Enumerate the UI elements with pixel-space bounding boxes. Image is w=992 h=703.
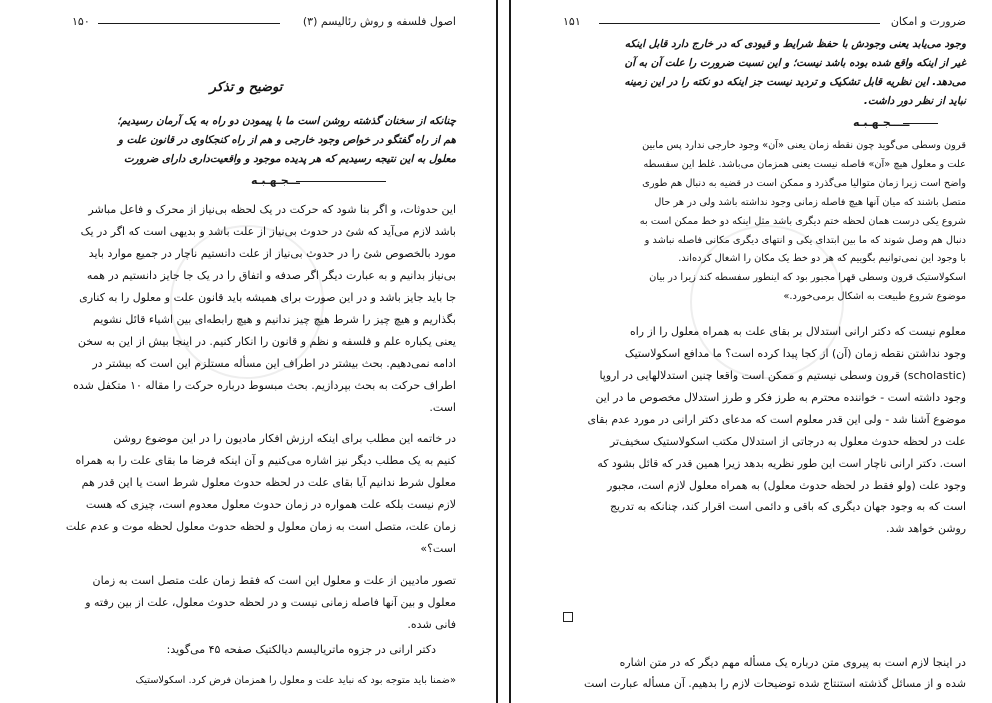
footnote-line: با وجود این نمی‌توانیم بگوییم که هر دو خط یک مکان را اشغال کرده‌اند. bbox=[678, 253, 966, 265]
text-line: هم از راه گفتگو در خواص وجود خارجی و هم از راه کنجکاوی در قانون علت و bbox=[117, 134, 456, 146]
text-line: در اینجا لازم است به پیروی متن درباره یک مسأله مهم دیگر که در متن اشاره bbox=[619, 656, 966, 669]
text-line: یعنی یکباره علم و فلسفه و نظم و قانون را انکار کنیم. در اینجا بیش از این به سخن bbox=[77, 335, 456, 348]
right-footnote-block bbox=[563, 137, 966, 307]
text-line: در خاتمه این مطلب برای اینکه ارزش افکار مادیون را در این موضوع روشن bbox=[113, 432, 456, 445]
left-paragraph-2 bbox=[36, 428, 456, 560]
footnote-line: اسکولاستیک قرون وسطی قهرا مجبور بود که اینطور سفسطه کند زیرا در بیان bbox=[649, 272, 966, 284]
text-line: ادامه نمی‌دهیم. بحث بیشتر در اطراف این مسأله مستلزم این است که بیشتر در bbox=[92, 357, 456, 370]
left-paragraph-3 bbox=[36, 570, 456, 636]
text-line: این حدوثات، و اگر بنا شود که حرکت در یک لحظه بی‌نیاز از محرک و فاعل مباشر bbox=[88, 203, 456, 216]
text-line: معلول و بین آنها فاصله زمانی نیست و در لحظه حدوث معلول، علت از بین رفته و bbox=[85, 596, 456, 609]
text-line: معلول به این نتیجه رسیدیم که هر پدیده موجود و واقعیت‌داری دارای ضرورت bbox=[123, 153, 456, 165]
header-rule bbox=[98, 23, 280, 24]
text-line: وجود نداشتن نقطه زمان (آن) از کجا پیدا کرده است؟ ما مدافع اسکولاستیک bbox=[624, 347, 966, 361]
text-line: تصور مادیین از علت و معلول این است که فقط زمان علت متصل است به زمان bbox=[92, 574, 456, 587]
text-line: علت در لحظه حدوث معلول به درجاتی از استدلال مکتب اسکولاستیک سخیف‌تر bbox=[609, 434, 966, 448]
left-intro-block bbox=[36, 112, 456, 169]
right-main-paragraph bbox=[563, 321, 966, 540]
left-page-number: ۱۵۰ bbox=[72, 15, 90, 28]
text-line: اطراف حرکت به بحث بپردازیم. بحث مبسوط درباره حرکت را مقاله ۱۰ متکفل شده bbox=[73, 379, 456, 392]
right-page-number: ۱۵۱ bbox=[563, 15, 581, 28]
ornament-mark: ـــــجـهـبـه bbox=[853, 116, 910, 129]
text-line: مورد بالخصوص شئ را در حدوث بی‌نیاز از علت دانستیم ناچار در جمیع موارد باید bbox=[88, 247, 456, 260]
footnote-line: متصل باشند که میان آنها هیچ فاصله زمانی وجود نداشته باشد ولی در هر حال bbox=[654, 196, 966, 208]
text-line: می‌دهد. این نظریه قابل تشکیک و تردید نیست جز اینکه دو نکته را در این زمینه bbox=[624, 76, 966, 88]
text-line: است. bbox=[429, 401, 456, 414]
section-end-square bbox=[563, 612, 573, 622]
footnote-line: واضح است زیرا زمان متوالیا می‌گذرد و ممکن است در قضیه به دنبال هم طوری bbox=[642, 177, 966, 189]
text-line: بی‌نیاز بدانیم و به عبارت دیگر اگر صدفه و اتفاق را در یک جا جایز دانستیم در همه bbox=[86, 269, 456, 282]
text-line: نباید از نظر دور داشت. bbox=[863, 95, 966, 107]
text-line: است. دکتر ارانی ناچار است این طور نظریه بدهد زیرا همین قدر که قائل بشود که bbox=[597, 456, 966, 470]
right-page-header bbox=[563, 14, 966, 30]
text-line: باشد لازم می‌آید که شئ در حدوث بی‌نیاز از علت باشد و بدیهی است که اگر در یک bbox=[80, 225, 456, 238]
left-ornament bbox=[36, 173, 456, 189]
footnote-line: قرون وسطی می‌گوید چون نقطه زمان یعنی «آن» وجود خارجی ندارد پس مابین bbox=[642, 140, 966, 151]
left-quote-intro: دکتر ارانی در جزوه ماتریالیسم دیالکتیک صفحه ۴۵ می‌گوید: bbox=[166, 643, 436, 656]
right-bottom-paragraph bbox=[563, 652, 966, 694]
text-line: زمان علت، متصل است به زمان معلول و لحظه حدوث معلول لحظه موت و عدم علت bbox=[65, 520, 456, 533]
book-gutter bbox=[496, 0, 511, 703]
text-line: چنانکه از سخنان گذشته روشن است ما با پیمودن دو راه به یک آرمان رسیدیم؛ bbox=[117, 115, 456, 127]
left-paragraph-1 bbox=[36, 199, 456, 419]
footnote-line: شروع یکی درست همان لحظه ختم دیگری باشد مثل اینکه دو خط ممکن است به bbox=[639, 215, 966, 227]
right-page bbox=[511, 0, 992, 703]
text-line: بگذاریم و هیچ چیز را شرط هیچ چیز ندانیم و هیچ رابطه‌ای بین اشیاء قائل نشویم bbox=[92, 313, 456, 326]
text-line: روشن خواهد شد. bbox=[885, 522, 966, 536]
footnote-line: موضوع شروع طبیعت به اشکال برمی‌خورد.» bbox=[783, 291, 966, 303]
footnote-line: دنبال هم وصل شوند که ما بین ابتدای یکی و انتهای دیگری مکانی فاصله نباشد و bbox=[644, 234, 966, 246]
text-line: شده و از مسائل گذشته استنتاج شده توضیحات لازم را بدهیم. آن مسأله عبارت است bbox=[583, 677, 966, 690]
left-quote-line: «ضمنا باید متوجه بود که نباید علت و معلول را همزمان فرض کرد. اسکولاستیک bbox=[135, 675, 456, 686]
text-line: غیر از اینکه واقع شده بوده باشد نیست؛ و این نسبت ضرورت را علت آن به آن bbox=[624, 57, 966, 69]
left-page-title: اصول فلسفه و روش رئالیسم (۳) bbox=[302, 15, 456, 28]
text-line: فانی شده. bbox=[407, 618, 456, 631]
ornament-line bbox=[296, 181, 386, 182]
text-line: جا باید جایز باشد و در این صورت برای همیشه باید قانون علت و معلول را به کناری bbox=[79, 291, 456, 304]
text-line: کنیم به یک مطلب دیگر نیز اشاره می‌کنیم و آن اینکه فرضا ما بقای علت را به همراه bbox=[75, 454, 456, 467]
right-page-title: ضرورت و امکان bbox=[890, 15, 966, 28]
text-line: معلوم نیست که دکتر ارانی استدلال بر بقای علت به همراه معلول را از راه bbox=[630, 325, 966, 339]
text-line: لازم نیست بلکه علت همواره در زمان حدوث معلول معدوم است، چیزی که هست bbox=[85, 498, 456, 511]
section-heading: توضیح و تذکر bbox=[209, 80, 283, 95]
footnote-line: علت و معلول هیچ «آن» فاصله نیست یعنی همزمان می‌باشد. غلط این سفسطه bbox=[643, 158, 966, 170]
ornament-mark-center: ـــجـهـبـه bbox=[251, 174, 300, 187]
right-ornament bbox=[563, 115, 966, 131]
text-line: معلول شرط ندانیم آیا بقای علت در لحظه حدوث معلول شرط است یا این قدر هم bbox=[81, 476, 456, 489]
right-top-italic-block bbox=[563, 35, 966, 111]
text-line: وجود علت (ولو فقط در لحظه حدوث معلول) به همراه معلول لازم است، مجبور bbox=[607, 478, 966, 492]
left-page-header bbox=[36, 14, 456, 30]
text-line: وجود می‌یابد یعنی وجودش با حفظ شرایط و قیودی که در خارج دارد قابل اینکه bbox=[624, 38, 966, 50]
text-line: وجود داشته است - خواننده محترم به طرز فکر و طرز استدلال مخصوص ما در این bbox=[595, 390, 966, 404]
text-line: موضوع آشنا شد - ولی این قدر معلوم است که مدعای دکتر ارانی در مورد عدم بقای bbox=[587, 412, 966, 426]
text-line: (scholastic) قرون وسطی نیستیم و ممکن است واقعا چنین استدلالهایی در اروپا bbox=[599, 368, 966, 382]
header-rule bbox=[599, 23, 880, 24]
text-line: است؟» bbox=[420, 542, 456, 555]
text-line: است که به وجود جهان دیگری که باقی و دائمی است اقرار کند، چنانکه به تدریج bbox=[609, 500, 966, 514]
